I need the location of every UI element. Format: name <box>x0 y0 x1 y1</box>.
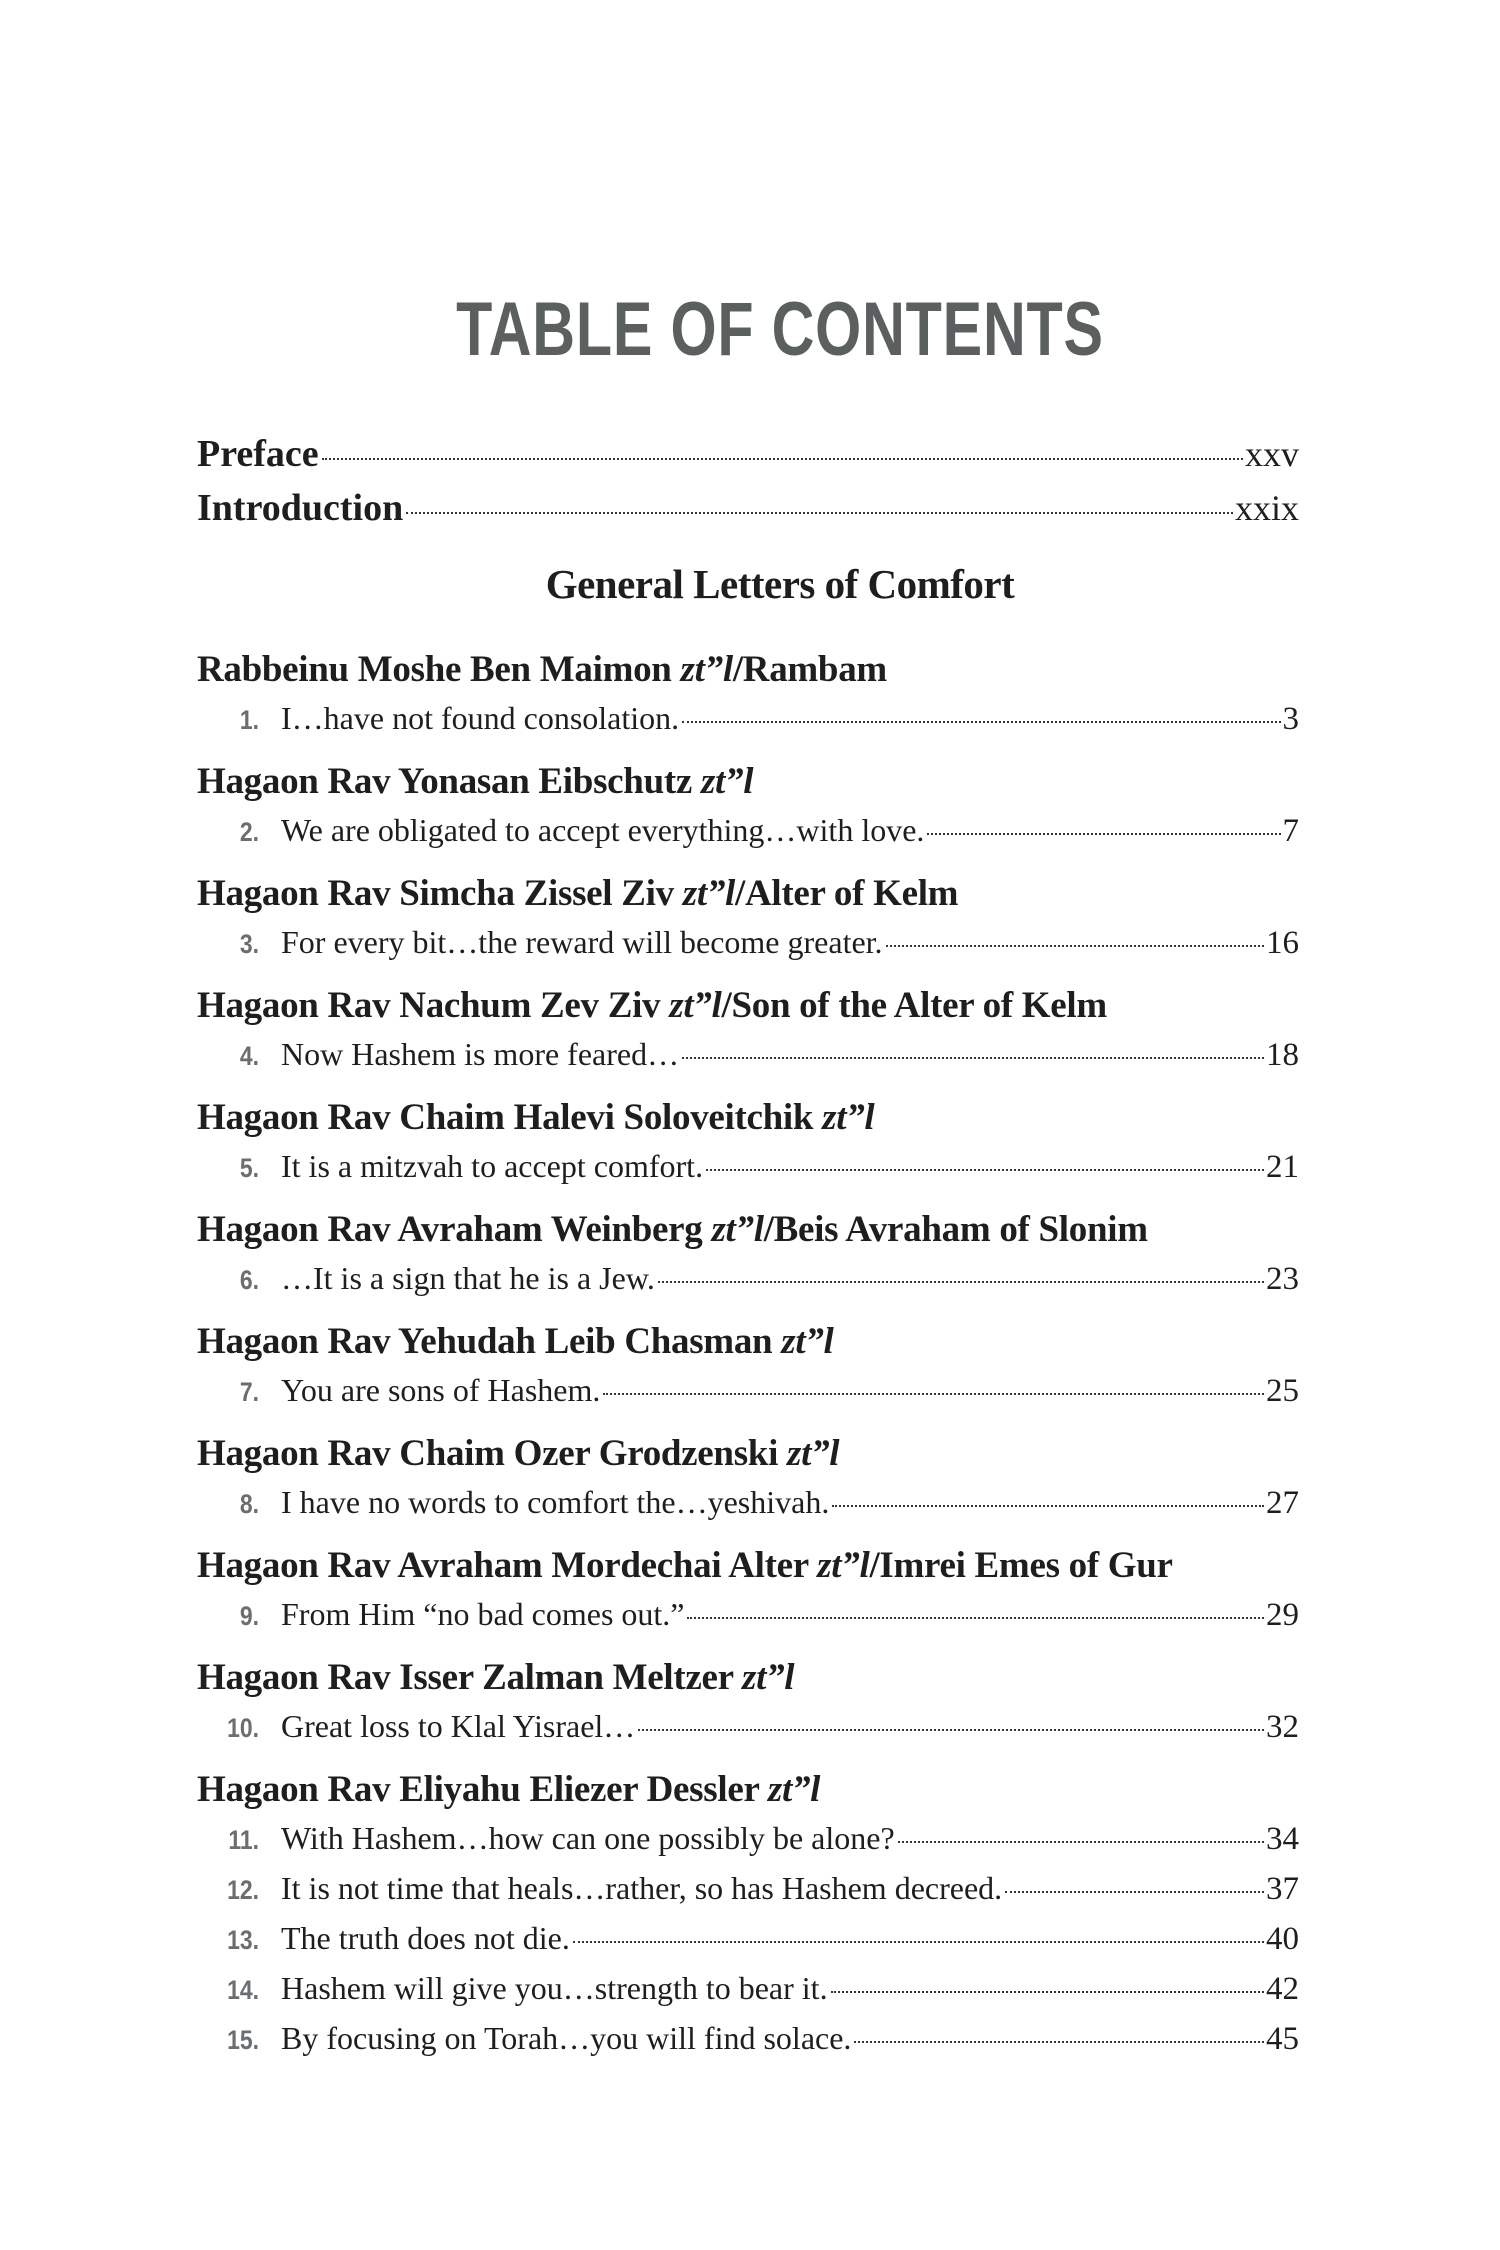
author-name: Hagaon Rav Yonasan Eibschutz <box>197 761 701 802</box>
author-heading <box>197 1320 1357 1363</box>
toc-entry-letter[interactable] <box>197 700 1299 746</box>
dot-leader <box>682 721 1280 723</box>
dot-leader <box>658 1281 1264 1283</box>
entry-title: Now Hashem is more feared… <box>281 1036 680 1072</box>
entry-title: It is a mitzvah to accept comfort. <box>281 1148 704 1184</box>
page-number: 21 <box>1266 1149 1299 1185</box>
toc-entry-letter[interactable] <box>197 1372 1299 1418</box>
entry-number: 2. <box>239 817 259 847</box>
author-title: /Beis Avraham of Slonim <box>763 1209 1148 1250</box>
dot-leader <box>638 1729 1264 1731</box>
entry-number: 7. <box>239 1377 259 1407</box>
author-heading <box>197 1768 1357 1811</box>
author-name: Hagaon Rav Avraham Weinberg <box>197 1209 712 1250</box>
author-name: Hagaon Rav Isser Zalman Meltzer <box>197 1657 743 1698</box>
entry-title: We are obligated to accept everything…with love. <box>281 812 925 848</box>
page-number: 3 <box>1282 701 1299 737</box>
entry-number: 11. <box>228 1825 259 1855</box>
author-heading <box>197 1544 1357 1587</box>
entry-title: The truth does not die. <box>281 1920 570 1956</box>
page-number: 16 <box>1266 925 1299 961</box>
entry-title: …It is a sign that he is a Jew. <box>281 1260 655 1296</box>
author-heading <box>197 1096 1357 1139</box>
author-honorific: zt”l <box>669 985 722 1026</box>
dot-leader <box>322 458 1243 460</box>
author-title: /Son of the Alter of Kelm <box>721 985 1107 1026</box>
author-title: /Alter of Kelm <box>735 873 959 914</box>
dot-leader <box>573 1941 1264 1943</box>
author-honorific: zt”l <box>767 1769 821 1810</box>
entry-title: It is not time that heals…rather, so has Hashem decreed. <box>281 1870 1003 1906</box>
entry-title: Great loss to Klal Yisrael… <box>281 1708 636 1744</box>
dot-leader <box>898 1841 1264 1843</box>
author-honorific: zt”l <box>742 1657 795 1698</box>
page-number: 34 <box>1266 1821 1299 1857</box>
entry-number: 8. <box>239 1489 259 1519</box>
author-heading <box>197 872 1357 915</box>
author-name: Rabbeinu Moshe Ben Maimon <box>197 649 681 690</box>
section-heading: General Letters of Comfort <box>545 561 1015 607</box>
toc-entry-letter[interactable] <box>197 1260 1299 1306</box>
entry-number: 4. <box>239 1041 259 1071</box>
author-heading <box>197 1432 1357 1475</box>
author-title: /Rambam <box>732 649 887 690</box>
dot-leader <box>682 1057 1264 1059</box>
page-number: 7 <box>1282 813 1299 849</box>
entry-number: 13. <box>227 1925 259 1955</box>
entry-number: 12. <box>227 1875 259 1905</box>
toc-entry-letter[interactable] <box>197 1708 1299 1754</box>
dot-leader <box>687 1617 1264 1619</box>
entry-label: Preface <box>197 433 319 475</box>
entry-number: 14. <box>227 1975 259 2005</box>
author-honorific: zt”l <box>682 873 735 914</box>
author-name: Hagaon Rav Eliyahu Eliezer Dessler <box>197 1769 768 1810</box>
toc-entry-letter[interactable] <box>197 1870 1299 1916</box>
author-honorific: zt”l <box>711 1209 764 1250</box>
author-name: Hagaon Rav Avraham Mordechai Alter <box>197 1545 818 1586</box>
toc-entry-letter[interactable] <box>197 1820 1299 1866</box>
entry-title: With Hashem…how can one possibly be alone? <box>281 1820 895 1856</box>
page-number: 27 <box>1266 1485 1299 1521</box>
toc-entry-introduction[interactable] <box>197 486 1299 540</box>
toc-entry-letter[interactable] <box>197 1484 1299 1530</box>
author-heading <box>197 760 1357 803</box>
page-title: TABLE OF CONTENTS <box>456 287 1104 372</box>
toc-entry-letter[interactable] <box>197 2020 1299 2066</box>
toc-entry-preface[interactable] <box>197 432 1299 486</box>
dot-leader <box>886 945 1264 947</box>
entry-number: 9. <box>239 1601 259 1631</box>
dot-leader <box>406 512 1233 514</box>
author-heading <box>197 984 1357 1027</box>
entry-number: 3. <box>239 929 259 959</box>
author-name: Hagaon Rav Chaim Halevi Soloveitchik <box>197 1097 823 1138</box>
author-honorific: zt”l <box>781 1321 834 1362</box>
toc-entry-letter[interactable] <box>197 812 1299 858</box>
dot-leader <box>603 1393 1264 1395</box>
author-honorific: zt”l <box>817 1545 870 1586</box>
dot-leader <box>831 1991 1264 1993</box>
toc-entry-letter[interactable] <box>197 1920 1299 1966</box>
entry-number: 1. <box>239 705 259 735</box>
page-number: xxix <box>1234 488 1299 528</box>
toc-entry-letter[interactable] <box>197 1036 1299 1082</box>
toc-entry-letter[interactable] <box>197 924 1299 970</box>
entry-title: By focusing on Torah…you will find solace. <box>281 2020 852 2056</box>
entry-number: 5. <box>239 1153 259 1183</box>
entry-number: 10. <box>227 1713 259 1743</box>
author-title: /Imrei Emes of Gur <box>869 1545 1173 1586</box>
dot-leader <box>854 2041 1264 2043</box>
toc-entry-letter[interactable] <box>197 1596 1299 1642</box>
entry-title: For every bit…the reward will become greater. <box>281 924 883 960</box>
author-honorific: zt”l <box>787 1433 840 1474</box>
page-number: 25 <box>1266 1373 1299 1409</box>
entry-title: From Him “no bad comes out.” <box>281 1596 685 1632</box>
page-number: 37 <box>1266 1871 1299 1907</box>
entry-title: I have no words to comfort the…yeshivah. <box>281 1484 830 1520</box>
page-number: 45 <box>1266 2021 1299 2057</box>
entry-title: You are sons of Hashem. <box>281 1372 601 1408</box>
page-number: xxv <box>1245 434 1299 474</box>
author-name: Hagaon Rav Nachum Zev Ziv <box>197 985 670 1026</box>
author-heading <box>197 1656 1357 1699</box>
page-number: 18 <box>1266 1037 1299 1073</box>
dot-leader <box>1005 1891 1264 1893</box>
dot-leader <box>927 833 1280 835</box>
dot-leader <box>706 1169 1264 1171</box>
entry-title: Hashem will give you…strength to bear it. <box>281 1970 828 2006</box>
author-name: Hagaon Rav Chaim Ozer Grodzenski <box>197 1433 787 1474</box>
page-number: 40 <box>1266 1921 1299 1957</box>
author-heading <box>197 648 1357 691</box>
entry-number: 6. <box>239 1265 259 1295</box>
entry-title: I…have not found consolation. <box>281 700 680 736</box>
toc-entry-letter[interactable] <box>197 1148 1299 1194</box>
page-number: 32 <box>1266 1709 1299 1745</box>
author-honorific: zt”l <box>700 761 754 802</box>
author-heading <box>197 1208 1357 1251</box>
page-number: 29 <box>1266 1597 1299 1633</box>
toc-entry-letter[interactable] <box>197 1970 1299 2016</box>
dot-leader <box>832 1505 1264 1507</box>
entry-number: 15. <box>227 2025 259 2055</box>
author-name: Hagaon Rav Yehudah Leib Chasman <box>197 1321 782 1362</box>
entry-label: Introduction <box>197 487 404 529</box>
author-honorific: zt”l <box>822 1097 875 1138</box>
author-name: Hagaon Rav Simcha Zissel Ziv <box>197 873 683 914</box>
page-number: 23 <box>1266 1261 1299 1297</box>
page-number: 42 <box>1266 1971 1299 2007</box>
author-honorific: zt”l <box>680 649 733 690</box>
